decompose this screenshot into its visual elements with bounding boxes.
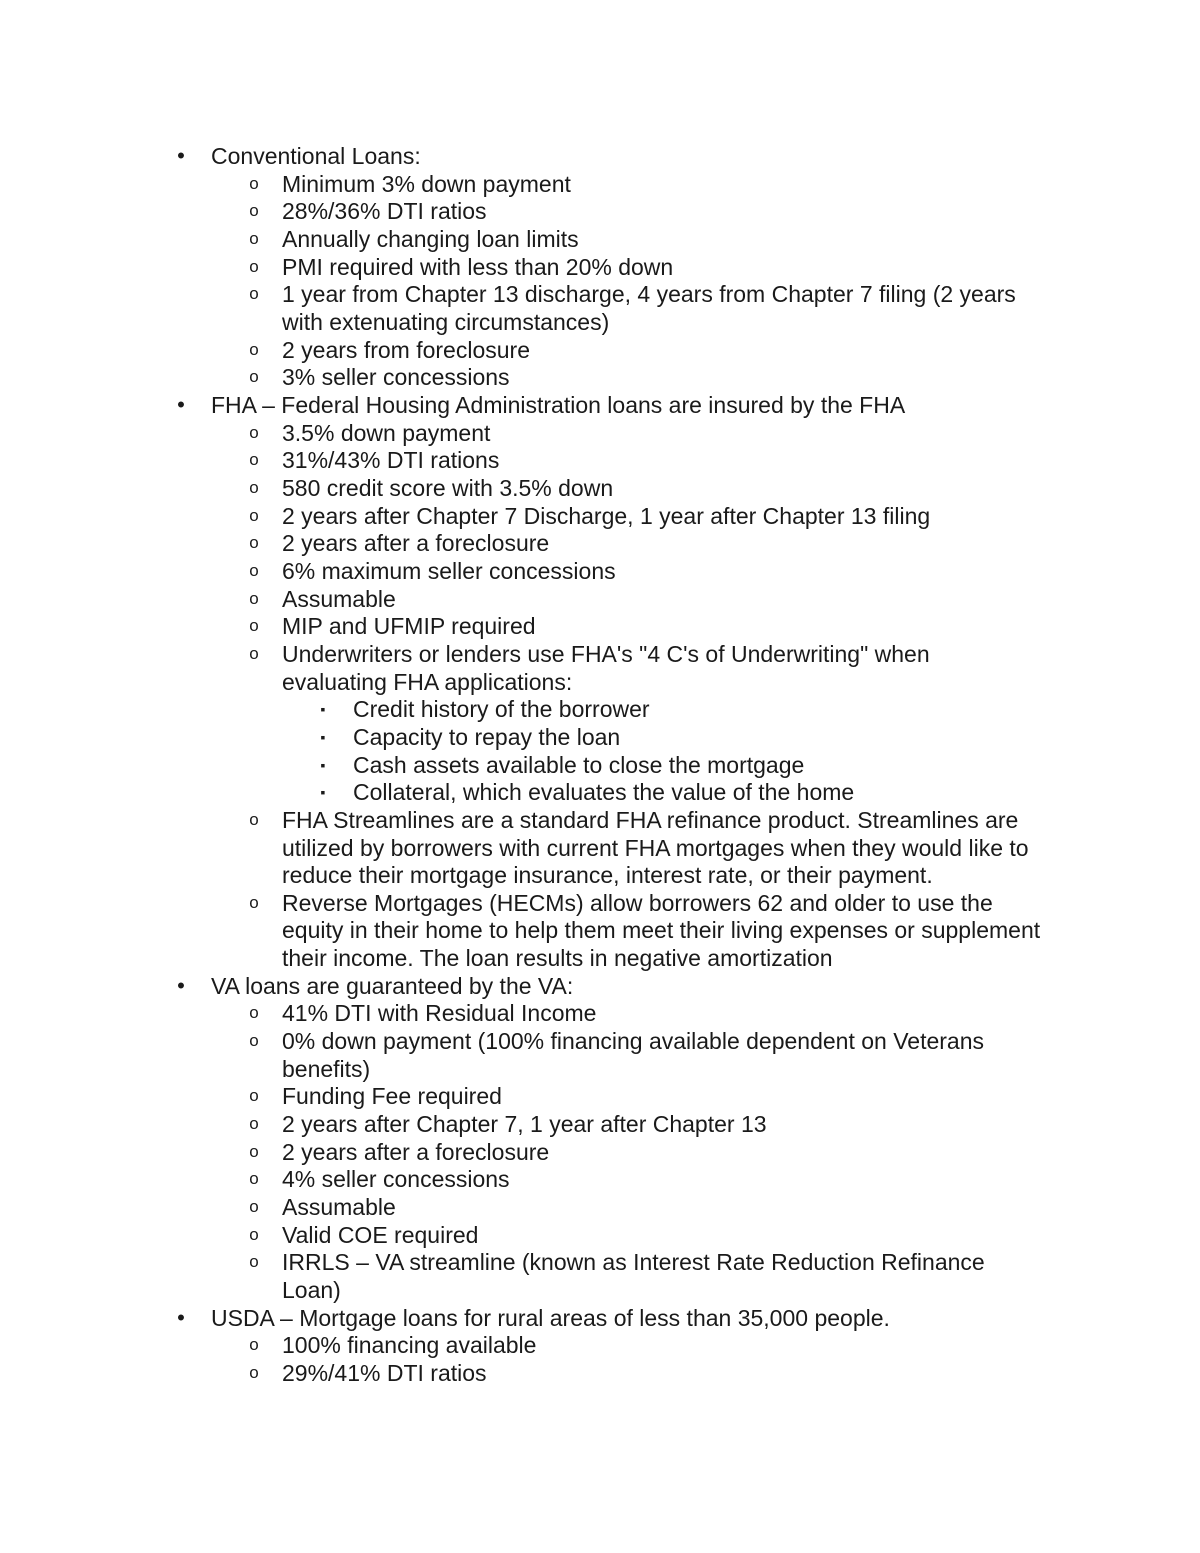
list-item-line: 2 years after Chapter 7, 1 year after Chapter 13 [282,1111,767,1138]
list-item-line: Underwriters or lenders use FHA's "4 C's of Underwriting" when [282,640,930,667]
sub-list-item: Capacity to repay the loan [353,723,621,750]
item-bullet-icon: o [249,256,259,276]
section-bullet-icon: • [177,391,185,417]
list-item-line: 6% maximum seller concessions [282,557,616,584]
list-item-line: 100% financing available [282,1332,537,1359]
list-item-line: 580 credit score with 3.5% down [282,474,614,501]
section-bullet-icon: • [177,972,185,998]
item-bullet-icon: o [249,339,259,359]
item-bullet-icon: o [249,1141,259,1161]
list-item-line: Valid COE required [282,1221,479,1248]
list-item-line: FHA Streamlines are a standard FHA refinance product. Streamlines are [282,806,1019,833]
list-item-line: utilized by borrowers with current FHA mortgages when they would like to [282,834,1029,861]
list-item-line: Minimum 3% down payment [282,170,571,197]
section-bullet-icon: • [177,1304,185,1330]
item-bullet-icon: o [249,505,259,525]
item-bullet-icon: o [249,1363,259,1383]
list-item-line: Assumable [282,585,396,612]
item-bullet-icon: o [249,892,259,912]
item-bullet-icon: o [249,367,259,387]
section-heading: FHA – Federal Housing Administration loans are insured by the FHA [211,391,906,418]
list-item-line: 31%/43% DTI rations [282,447,500,474]
subitem-bullet-icon: ▪ [320,756,326,773]
item-bullet-icon: o [249,1224,259,1244]
section-heading: USDA – Mortgage loans for rural areas of less than 35,000 people. [211,1304,890,1331]
list-item-line: 2 years after a foreclosure [282,530,550,557]
item-bullet-icon: o [249,533,259,553]
subitem-bullet-icon: ▪ [320,784,326,801]
item-bullet-icon: o [249,228,259,248]
section-heading: Conventional Loans: [211,143,421,169]
item-bullet-icon: o [249,1114,259,1134]
list-item-line: 1 year from Chapter 13 discharge, 4 years from Chapter 7 filing (2 years [282,281,1016,308]
list-item-line: 0% down payment (100% financing available dependent on Veterans [282,1028,984,1055]
section-heading: VA loans are guaranteed by the VA: [211,972,574,999]
list-item-line: PMI required with less than 20% down [282,253,674,280]
list-item-line: Reverse Mortgages (HECMs) allow borrowers 62 and older to use the [282,889,993,916]
list-item-line: benefits) [282,1055,371,1082]
list-item-line: evaluating FHA applications: [282,668,573,695]
item-bullet-icon: o [249,173,259,193]
list-item-line: IRRLS – VA streamline (known as Interest Rate Reduction Refinance [282,1249,985,1276]
item-bullet-icon: o [249,201,259,221]
section-bullet-icon: • [177,143,185,168]
item-bullet-icon: o [249,1252,259,1272]
list-item-line: Funding Fee required [282,1083,502,1110]
item-bullet-icon: o [249,450,259,470]
item-bullet-icon: o [249,616,259,636]
item-bullet-icon: o [249,422,259,442]
list-item-line: 2 years after a foreclosure [282,1138,550,1165]
sub-list-item: Credit history of the borrower [353,696,650,723]
list-item-line: with extenuating circumstances) [282,308,610,335]
list-item-line: 2 years after Chapter 7 Discharge, 1 year after Chapter 13 filing [282,502,931,529]
item-bullet-icon: o [249,1031,259,1051]
list-item-line: 2 years from foreclosure [282,336,530,363]
item-bullet-icon: o [249,809,259,829]
list-item-line: 28%/36% DTI ratios [282,198,487,225]
list-item-line: MIP and UFMIP required [282,613,536,640]
item-bullet-icon: o [249,560,259,580]
item-bullet-icon: o [249,643,259,663]
item-bullet-icon: o [249,1003,259,1023]
list-item-line: 29%/41% DTI ratios [282,1360,487,1387]
list-item-line: reduce their mortgage insurance, interest rate, or their payment. [282,862,933,889]
item-bullet-icon: o [249,477,259,497]
list-item-line: 3% seller concessions [282,364,510,391]
list-item-line: 4% seller concessions [282,1166,510,1193]
item-bullet-icon: o [249,1086,259,1106]
list-item-line: equity in their home to help them meet their living expenses or supplement [282,917,1041,944]
sub-list-item: Cash assets available to close the mortgage [353,751,805,778]
list-item-line: 41% DTI with Residual Income [282,1000,597,1027]
item-bullet-icon: o [249,1197,259,1217]
item-bullet-icon: o [249,284,259,304]
list-item-line: Assumable [282,1194,396,1221]
list-item-line: 3.5% down payment [282,419,491,446]
list-item-line: Loan) [282,1277,341,1304]
item-bullet-icon: o [249,1335,259,1355]
subitem-bullet-icon: ▪ [320,728,326,745]
sub-list-item: Collateral, which evaluates the value of the home [353,779,855,806]
list-item-line: their income. The loan results in negative amortization [282,945,833,972]
subitem-bullet-icon: ▪ [320,701,326,718]
item-bullet-icon: o [249,1169,259,1189]
list-item-line: Annually changing loan limits [282,225,579,252]
item-bullet-icon: o [249,588,259,608]
